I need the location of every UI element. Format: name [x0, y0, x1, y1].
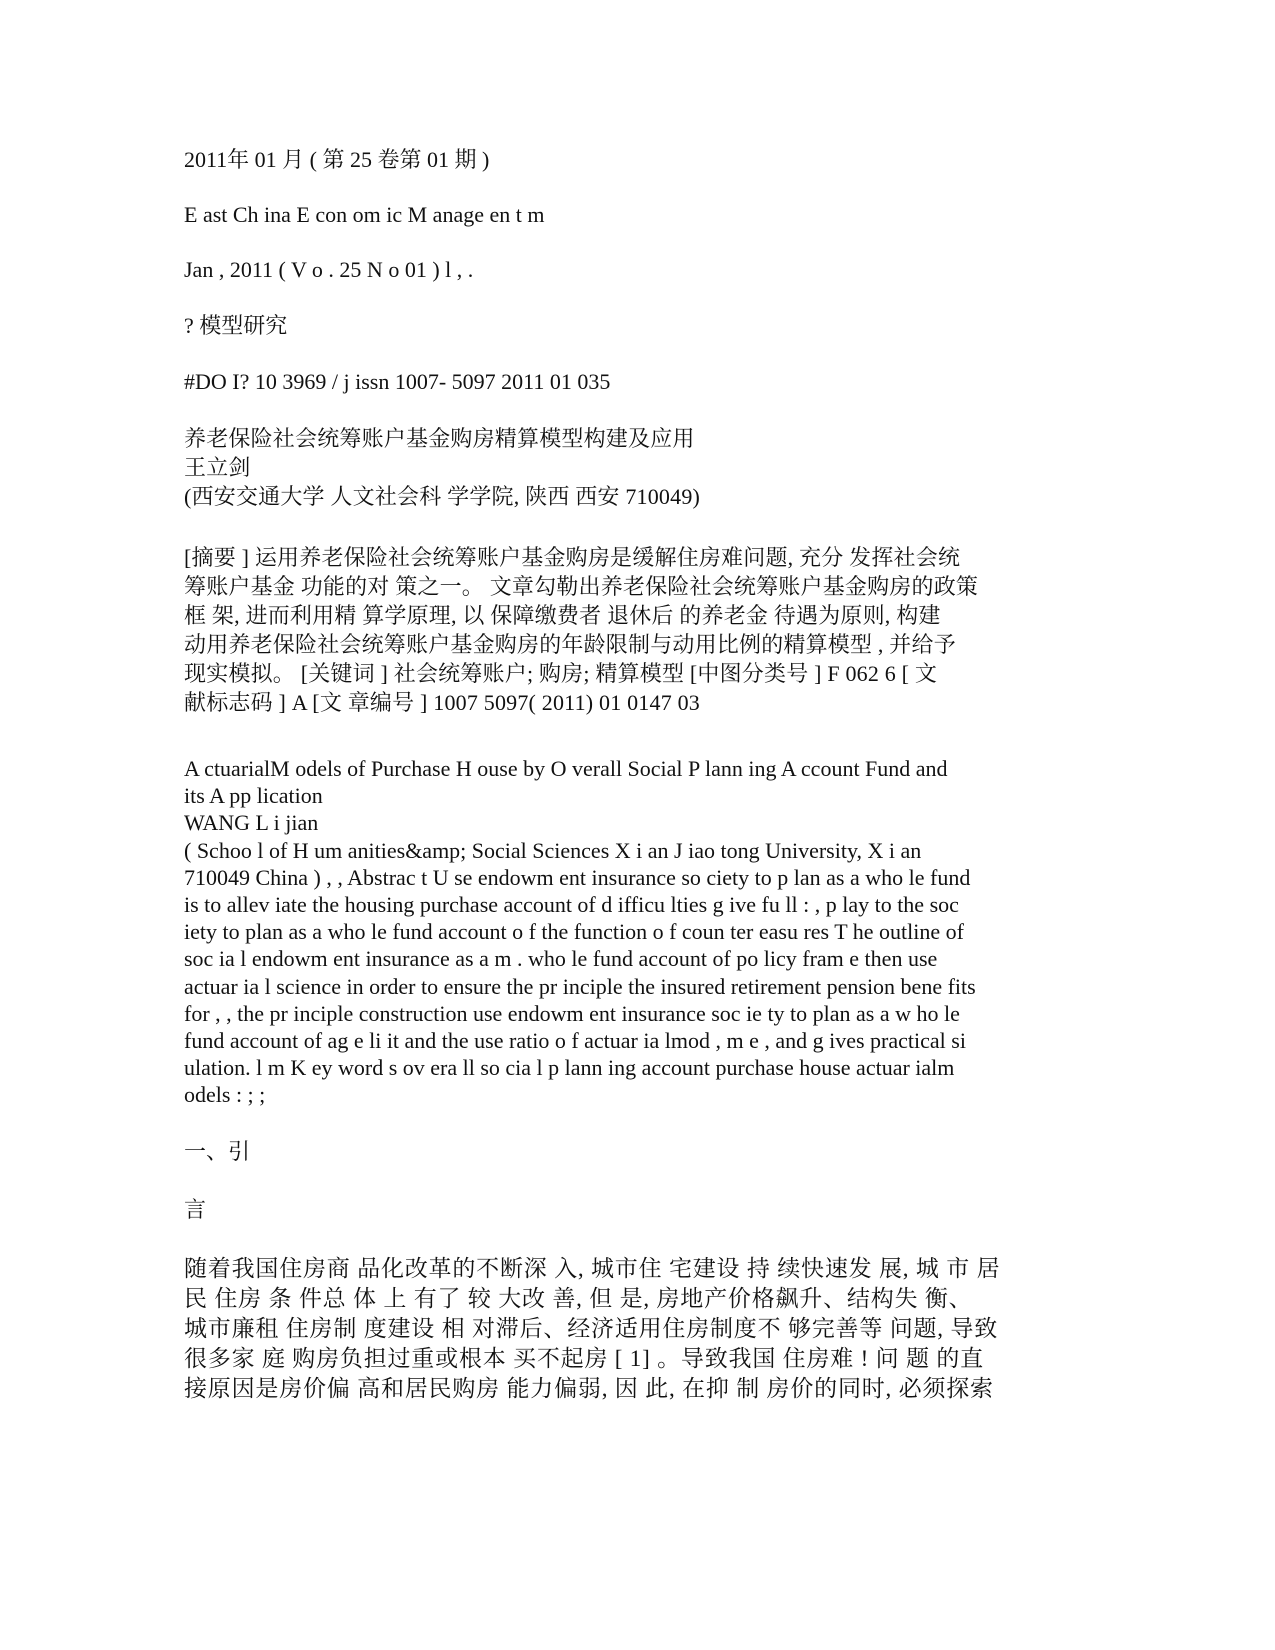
abstract-cn-line: 筹账户基金 功能的对 策之一。 文章勾勒出养老保险社会统筹账户基金购房的政策: [184, 574, 979, 599]
author-en: WANG L i jian: [184, 810, 319, 836]
abstract-en-line: ulation. l m K ey word s ov era ll so cia l p lann ing account purchase house actuar ialm: [184, 1055, 955, 1081]
abstract-en-line: for , , the pr inciple construction use endowm ent insurance soc ie ty to plan as a w ho le: [184, 1000, 960, 1026]
intro-paragraph: [184, 1254, 1000, 1404]
title-block: [184, 424, 700, 511]
abstract-en-line: fund account of ag e li it and the use ratio o f actuar ia lmod , m e , and g ives practical si: [184, 1028, 966, 1054]
affiliation-cn: (西安交通大学 人文社会科 学学院, 陕西 西安 710049): [184, 484, 701, 509]
abstract-en-line: iety to plan as a who le fund account o f the function o f coun ter easu res T he outline of: [184, 919, 964, 945]
abstract-en-line: is to allev iate the housing purchase account of d ifficu lties g ive fu ll : , p lay to the soc: [184, 892, 959, 918]
paper-title-en-line: its A pp lication: [184, 783, 323, 809]
abstract-cn-line: 献标志码 ] A [文 章编号 ] 1007 5097( 2011) 01 0147 03: [184, 690, 700, 715]
intro-line: 很多家 庭 购房负担过重或根本 买不起房 [ 1] 。导致我国 住房难 ! 问 题 的直: [184, 1346, 984, 1371]
intro-line: 接原因是房价偏 高和居民购房 能力偏弱, 因 此, 在抑 制 房价的同时, 必须探索: [184, 1376, 994, 1401]
abstract-cn-line: 现实模拟。 [关键词 ] 社会统筹账户; 购房; 精算模型 [中图分类号 ] F 062 6 [ 文: [184, 661, 938, 686]
abstract-en-line: 710049 China ) , , Abstrac t U se endowm ent insurance so ciety to p lan as a who le fund: [184, 864, 971, 890]
section-heading-part2: 言: [184, 1197, 207, 1222]
abstract-en-line: actuar ia l science in order to ensure the pr inciple the insured retirement pension bene fits: [184, 973, 976, 999]
intro-line: 民 住房 条 件总 体 上 有了 较 大改 善, 但 是, 房地产价格飙升、结构失 衡、: [184, 1286, 973, 1311]
paper-title-cn: 养老保险社会统筹账户基金购房精算模型构建及应用: [184, 426, 695, 451]
abstract-en-line: ( Schoo l of H um anities&amp; Social Sciences X i an J iao tong University, X i an: [184, 837, 922, 863]
issue-date-line: 2011年 01 月 ( 第 25 卷第 01 期 ): [184, 147, 490, 172]
english-block: [184, 755, 976, 1109]
paper-title-en-line: A ctuarialM odels of Purchase H ouse by O verall Social P lann ing A ccount Fund and: [184, 756, 948, 781]
section-heading-part1: 一、引: [184, 1139, 251, 1164]
abstract-cn-line: 动用养老保险社会统筹账户基金购房的年龄限制与动用比例的精算模型 , 并给予: [184, 632, 956, 657]
abstract-cn: [184, 543, 978, 717]
abstract-en-line: odels : ; ;: [184, 1082, 266, 1108]
author-cn: 王立剑: [184, 455, 251, 480]
intro-line: 随着我国住房商 品化改革的不断深 入, 城市住 宅建设 持 续快速发 展, 城 市 居: [184, 1256, 1001, 1281]
journal-name-en: E ast Ch ina E con om ic M anage en t m: [184, 202, 545, 227]
intro-line: 城市廉租 住房制 度建设 相 对滞后、经济适用住房制度不 够完善等 问题, 导致: [184, 1316, 998, 1341]
abstract-cn-line: [摘要 ] 运用养老保险社会统筹账户基金购房是缓解住房难问题, 充分 发挥社会统: [184, 545, 961, 570]
issue-date-en: Jan , 2011 ( V o . 25 N o 01 ) l , .: [184, 257, 474, 282]
doi-line: #DO I? 10 3969 / j issn 1007- 5097 2011 01 035: [184, 369, 611, 394]
abstract-cn-line: 框 架, 进而利用精 算学原理, 以 保障缴费者 退休后 的养老金 待遇为原则, 构建: [184, 603, 941, 628]
section-label: ? 模型研究: [184, 313, 288, 338]
abstract-en-line: soc ia l endowm ent insurance as a m . who le fund account of po licy fram e then use: [184, 946, 938, 972]
